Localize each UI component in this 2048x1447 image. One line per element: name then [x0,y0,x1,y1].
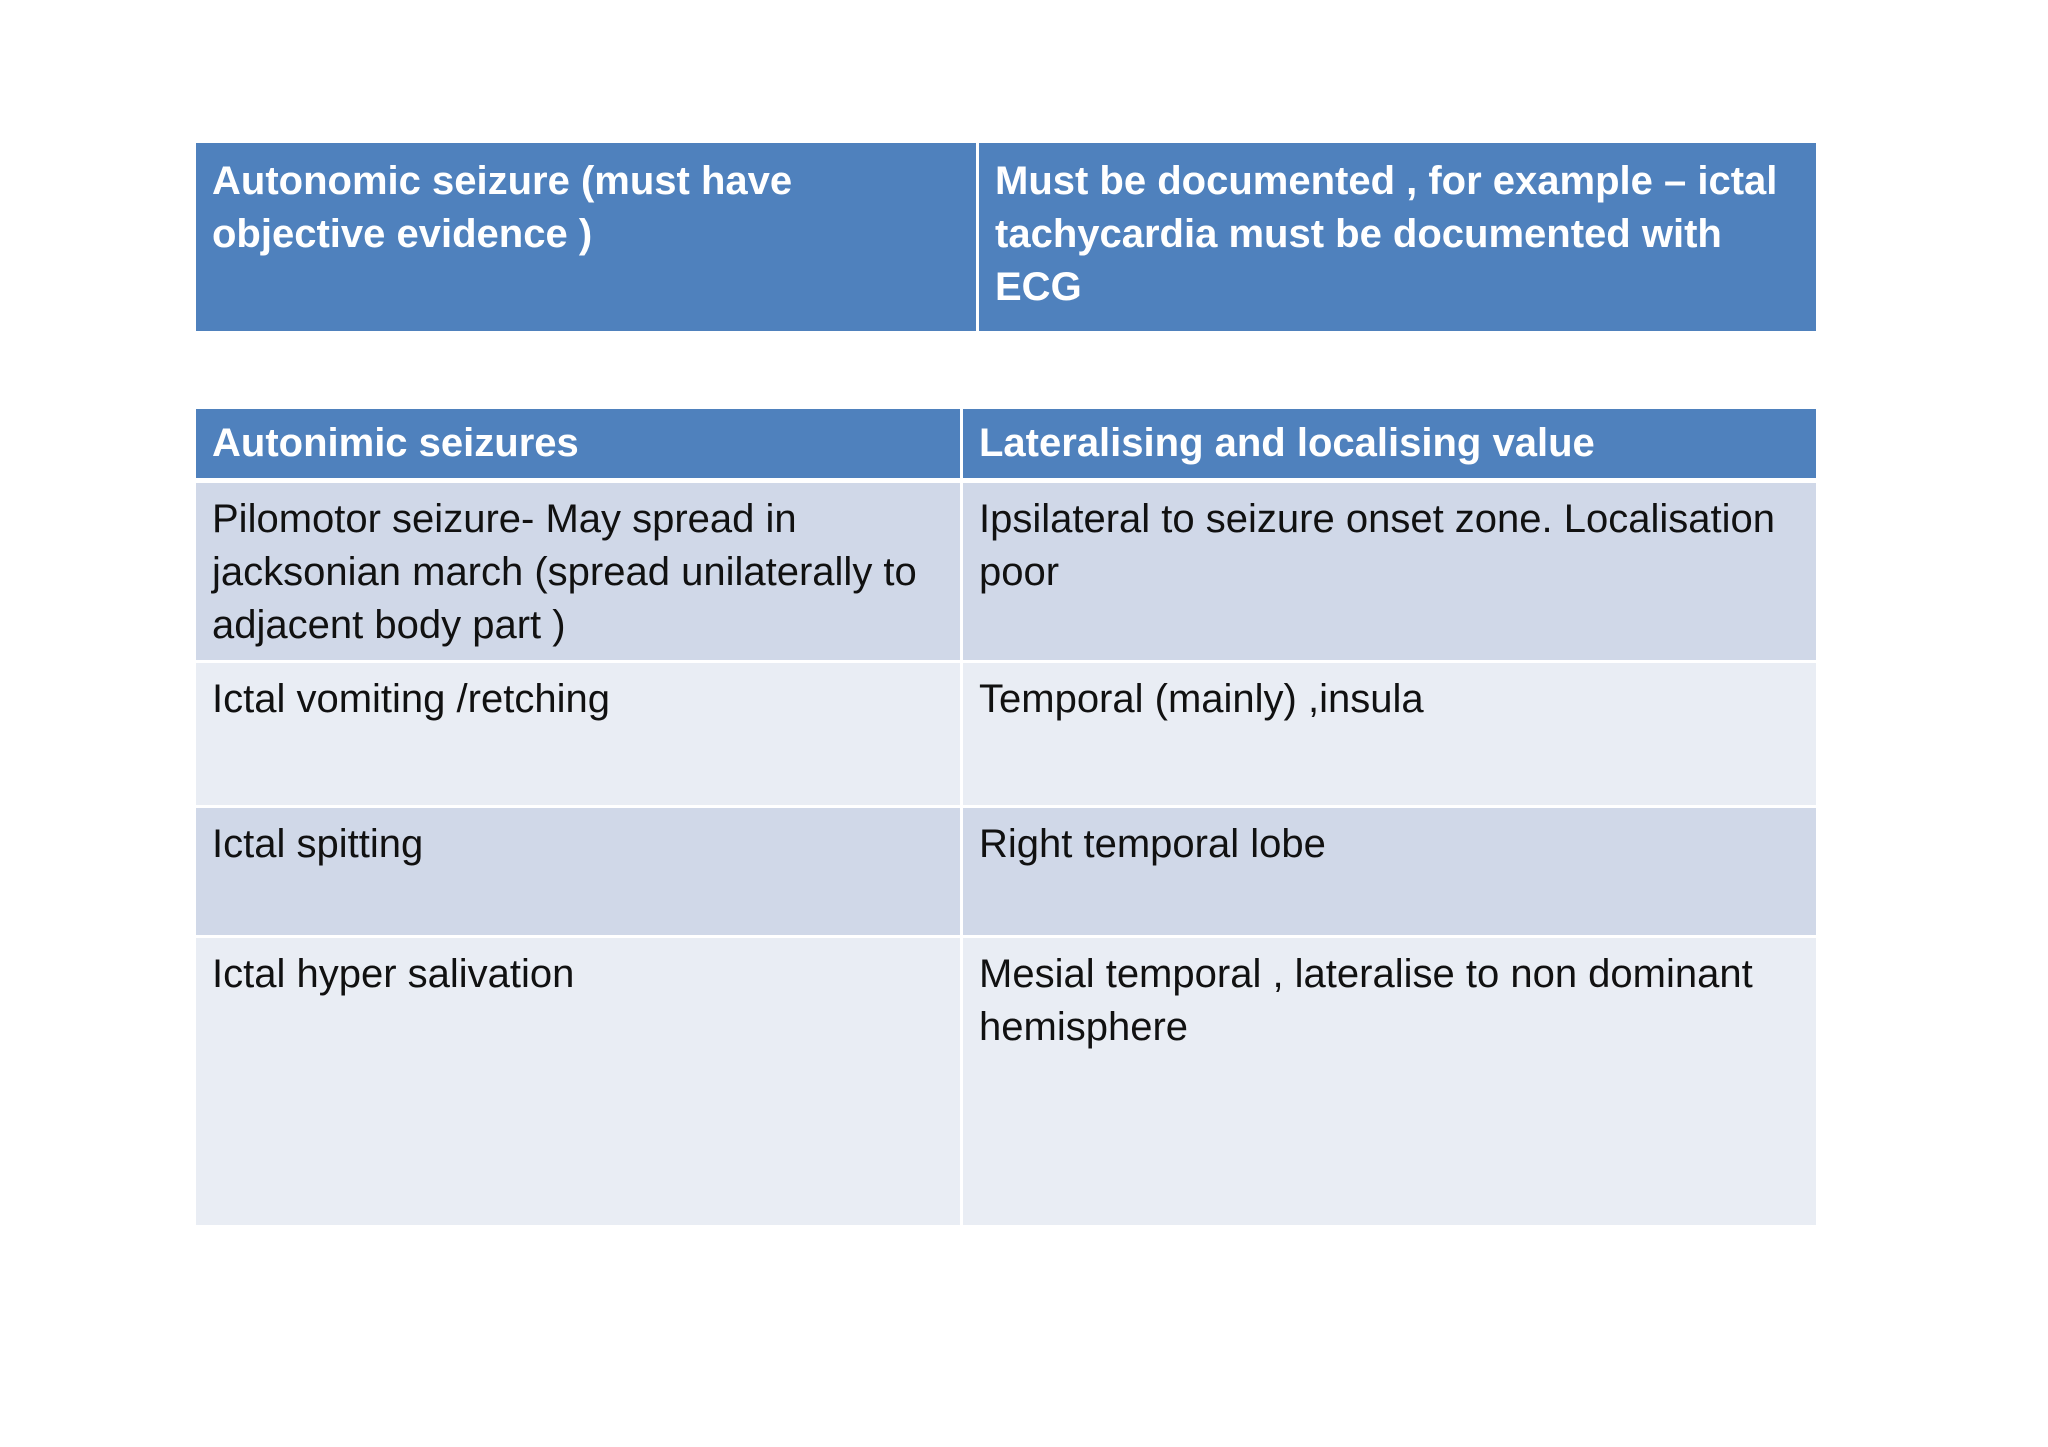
definition-term-cell: Autonomic seizure (must have objective evidence ) [195,142,978,333]
seizure-cell: Pilomotor seizure- May spread in jacksonian march (spread unilaterally to adjacent body part ) [195,481,962,662]
autonomic-seizures-table [193,406,1819,1228]
table-row [195,937,1818,1227]
table-header-row [195,408,1818,481]
seizure-cell: Ictal vomiting /retching [195,662,962,807]
definition-requirement-cell: Must be documented , for example – ictal tachycardia must be documented with ECG [978,142,1818,333]
table-row [195,807,1818,937]
seizure-cell: Ictal hyper salivation [195,937,962,1227]
value-cell: Temporal (mainly) ,insula [962,662,1818,807]
table-row [195,662,1818,807]
table-row [195,142,1818,333]
column-header-seizure: Autonimic seizures [195,408,962,481]
value-cell: Right temporal lobe [962,807,1818,937]
value-cell: Ipsilateral to seizure onset zone. Localisation poor [962,481,1818,662]
seizure-cell: Ictal spitting [195,807,962,937]
autonomic-definition-table [193,140,1819,334]
table-row [195,481,1818,662]
value-cell: Mesial temporal , lateralise to non dominant hemisphere [962,937,1818,1227]
column-header-value: Lateralising and localising value [962,408,1818,481]
